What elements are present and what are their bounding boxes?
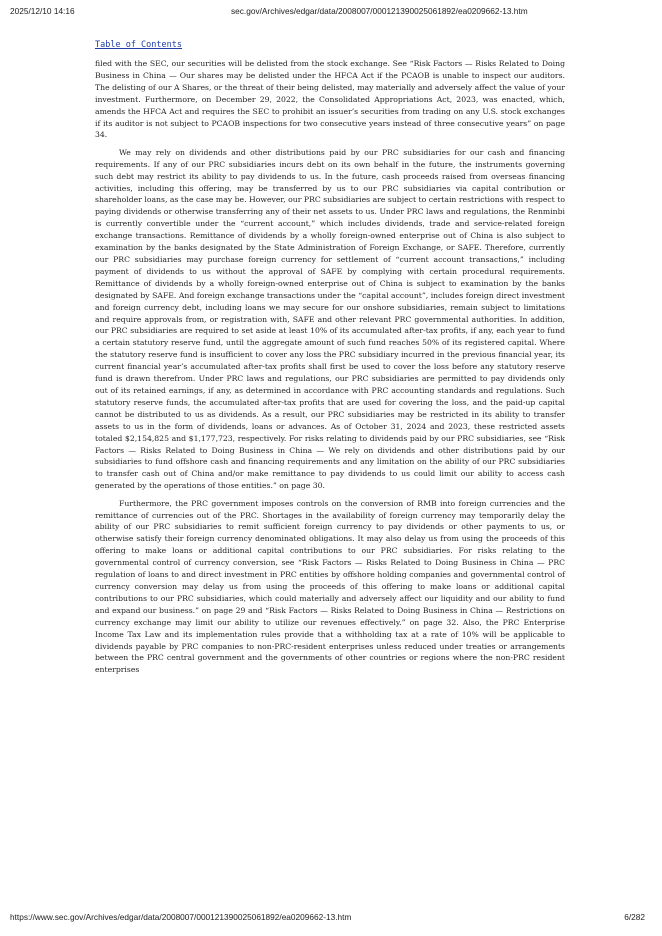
print-datetime: 2025/12/10 14:16 (10, 6, 75, 16)
table-of-contents-link[interactable]: Table of Contents (95, 40, 182, 50)
print-header-url: sec.gov/Archives/edgar/data/2008007/000121390025061892/ea0209662-13.htm (231, 6, 528, 16)
paragraph-hfca-delisting: filed with the SEC, our securities will be delisted from the stock exchange. See “Risk Factors — Risks Related to Doing Business in China — Our shares may be delisted under the HFCA Act if the PCAOB is unable to inspect our auditors. The delisting of our A Shares, or the threat of their being delisted, may materially and adversely affect the value of your investment. Furthermore, on December 29, 2022, the Consolidated Appropriations Act, 2023, was enacted, which, amends the HFCA Act and requires the SEC to prohibit an issuer’s securities from trading on any U.S. stock exchanges if its auditor is not subject to PCAOB inspections for two consecutive years instead of three consecutive years” on page 34. (95, 59, 565, 140)
paragraph-currency-conversion: Furthermore, the PRC government imposes controls on the conversion of RMB into foreign currencies and the remittance of currencies out of the PRC. Shortages in the availability of foreign currency may temporarily delay the ability of our PRC subsidiaries to remit sufficient foreign currency to pay dividends or other payments to us, or otherwise satisfy their foreign currency denominated obligations. It may also delay us from using the proceeds of this offering to make loans or additional capital contributions to our PRC subsidiaries. For risks relating to the governmental control of currency conversion, see “Risk Factors — Risks Related to Doing Business in China — PRC regulation of loans to and direct investment in PRC entities by offshore holding companies and governmental control of currency conversion may delay us from using the proceeds of this offering to make loans or additional capital contributions to our PRC subsidiaries, which could materially and adversely affect our liquidity and our ability to fund and expand our business.” on page 29 and “Risk Factors — Risks Related to Doing Business in China — Restrictions on currency exchange may limit our ability to utilize our revenues effectively.” on page 32. Also, the PRC Enterprise Income Tax Law and its implementation rules provide that a withholding tax at a rate of 10% will be applicable to dividends payable by PRC companies to non-PRC-resident enterprises unless reduced under treaties or arrangements between the PRC central government and the governments of other countries or regions where the non-PRC resident enterprises (95, 498, 565, 675)
print-page-counter: 6/282 (624, 912, 645, 922)
browser-print-footer (10, 912, 652, 926)
paragraph-dividends-distributions: We may rely on dividends and other distributions paid by our PRC subsidiaries for our cash and financing requirements. If any of our PRC subsidiaries incurs debt on its own behalf in the future, the instruments governing such debt may restrict its ability to pay dividends to us. In the future, cash proceeds raised from overseas financing activities, including this offering, may be transferred by us to our PRC subsidiaries via capital contribution or shareholder loans, as the case may be. However, our PRC subsidiaries are subject to certain restrictions with respect to paying dividends or otherwise transferring any of their net assets to us. Under PRC laws and regulations, the Renminbi is currently convertible under the “current account,” which includes dividends, trade and service-related foreign exchange transactions. Remittance of dividends by a wholly foreign-owned enterprise out of China is also subject to examination by the banks designated by the State Administration of Foreign Exchange, or SAFE. Therefore, currently our PRC subsidiaries may purchase foreign currency for settlement of “current account transactions,” including payment of dividends to us without the approval of SAFE by complying with certain procedural requirements. Remittance of dividends by a wholly foreign-owned enterprise out of China is subject to examination by the banks designated by SAFE. And foreign exchange transactions under the “capital account”, includes foreign direct investment and foreign currency debt, including loans we may secure for our onshore subsidiaries, remain subject to limitations and require approvals from, or registration with, SAFE and other relevant PRC governmental authorities. In addition, our PRC subsidiaries are required to set aside at least 10% of its accumulated after-tax profits, if any, each year to fund a certain statutory reserve fund, until the aggregate amount of such fund reaches 50% of its registered capital. Where the statutory reserve fund is insufficient to cover any loss the PRC subsidiary incurred in the previous financial year, its current financial year’s accumulated after-tax profits shall first be used to cover the loss before any statutory reserve fund is drawn therefrom. Under PRC laws and regulations, our PRC subsidiaries are permitted to pay dividends only out of its retained earnings, if any, as determined in accordance with PRC accounting standards and regulations. Such statutory reserve funds, the accumulated after-tax profits that are used for covering the loss, and the paid-up capital cannot be distributed to us as dividends. As a result, our PRC subsidiaries may be restricted in its ability to transfer assets to us in the form of dividends, loans or advances. As of October 31, 2024 and 2023, these restricted assets totaled $2,154,825 and $1,177,723, respectively. For risks relating to dividends paid by our PRC subsidiaries, see “Risk Factors — Risks Related to Doing Business in China — We rely on dividends and other distributions paid by our subsidiaries to fund offshore cash and financing requirements and any limitation on the ability of our PRC subsidiaries to transfer cash out of China and/or make remittance to pay dividends to us could limit our ability to access cash generated by the operations of those entities.” on page 30. (95, 147, 565, 491)
print-footer-url: https://www.sec.gov/Archives/edgar/data/2008007/000121390025061892/ea0209662-13.htm (10, 912, 352, 922)
document-body (95, 58, 565, 676)
browser-print-header (10, 6, 652, 20)
